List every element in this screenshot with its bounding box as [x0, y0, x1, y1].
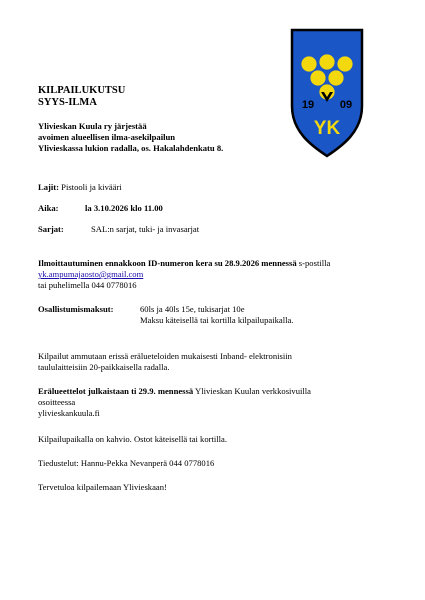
- lists-website: ylivieskankuula.fi: [38, 408, 100, 418]
- lajit-label: Lajit:: [38, 182, 60, 192]
- title-line-2: SYYS-ILMA: [38, 97, 97, 108]
- fees-line-1: 60ls ja 40ls 15e, tukisarjat 10e: [140, 304, 245, 314]
- fees-details: [140, 304, 293, 326]
- registration-line-1: [38, 258, 330, 269]
- info-line-1: Kilpailut ammutaan erissä erälueteloiden mukaisesti Inband- elektronisiin: [38, 351, 292, 361]
- organizer-line-3: Ylivieskassa lukion radalla, os. Hakalahdenkatu 8.: [38, 143, 224, 153]
- lajit-value: Pistooli ja kivääri: [61, 182, 122, 192]
- lists-block: [38, 386, 311, 419]
- info-block: [38, 351, 292, 373]
- title-line-1: KILPAILUKUTSU: [38, 85, 126, 96]
- lists-deadline: Erälueettelot julkaistaan ti 29.9. mennessä: [38, 386, 194, 396]
- registration-email-link[interactable]: yk.ampumajaosto@gmail.com: [38, 269, 144, 279]
- lists-where: Ylivieskan Kuulan verkkosivuilla: [193, 386, 311, 396]
- registration-deadline: Ilmoittautuminen ennakkoon ID-numeron kera su 28.9.2026 mennessä: [38, 258, 297, 268]
- crest-year-left: 19: [301, 99, 315, 111]
- welcome-text: Tervetuloa kilpailemaan Ylivieskaan!: [38, 482, 167, 492]
- club-crest-logo: [290, 28, 364, 158]
- document-title: [38, 85, 125, 109]
- sarjat-value: SAL:n sarjat, tuki- ja invasarjat: [91, 224, 200, 234]
- fees-label: Osallistumismaksut:: [38, 304, 114, 314]
- registration-phone: tai puhelimella 044 0778016: [38, 280, 137, 290]
- sarjat-label: Sarjat:: [38, 224, 64, 234]
- fees-line-2: Maksu käteisellä tai kortilla kilpailupaikalla.: [140, 315, 294, 325]
- sarjat-row: [38, 224, 64, 235]
- registration-block: [38, 258, 330, 291]
- registration-method: s-postilla: [296, 258, 331, 268]
- cafe-text: Kilpailupaikalla on kahvio. Ostot käteisellä tai kortilla.: [38, 434, 228, 444]
- info-line-2: taululaitteisiin 20-paikkaisella radalla.: [38, 362, 170, 372]
- aika-row: [38, 203, 59, 214]
- lists-line-2: osoitteessa: [38, 397, 76, 407]
- lists-line-1: [38, 386, 311, 397]
- lajit-row: [38, 182, 122, 193]
- aika-label: Aika:: [38, 203, 59, 213]
- contact-text: Tiedustelut: Hannu-Pekka Nevanperä 044 0778016: [38, 458, 215, 468]
- organizer-line-1: Ylivieskan Kuula ry järjestää: [38, 121, 147, 131]
- crest-initials: YK: [313, 118, 341, 139]
- aika-value: la 3.10.2026 klo 11.00: [85, 203, 163, 213]
- crest-year-right: 09: [339, 99, 353, 111]
- organizer-line-2: avoimen alueellisen ilma-asekilpailun: [38, 132, 176, 142]
- organizer-block: [38, 121, 223, 154]
